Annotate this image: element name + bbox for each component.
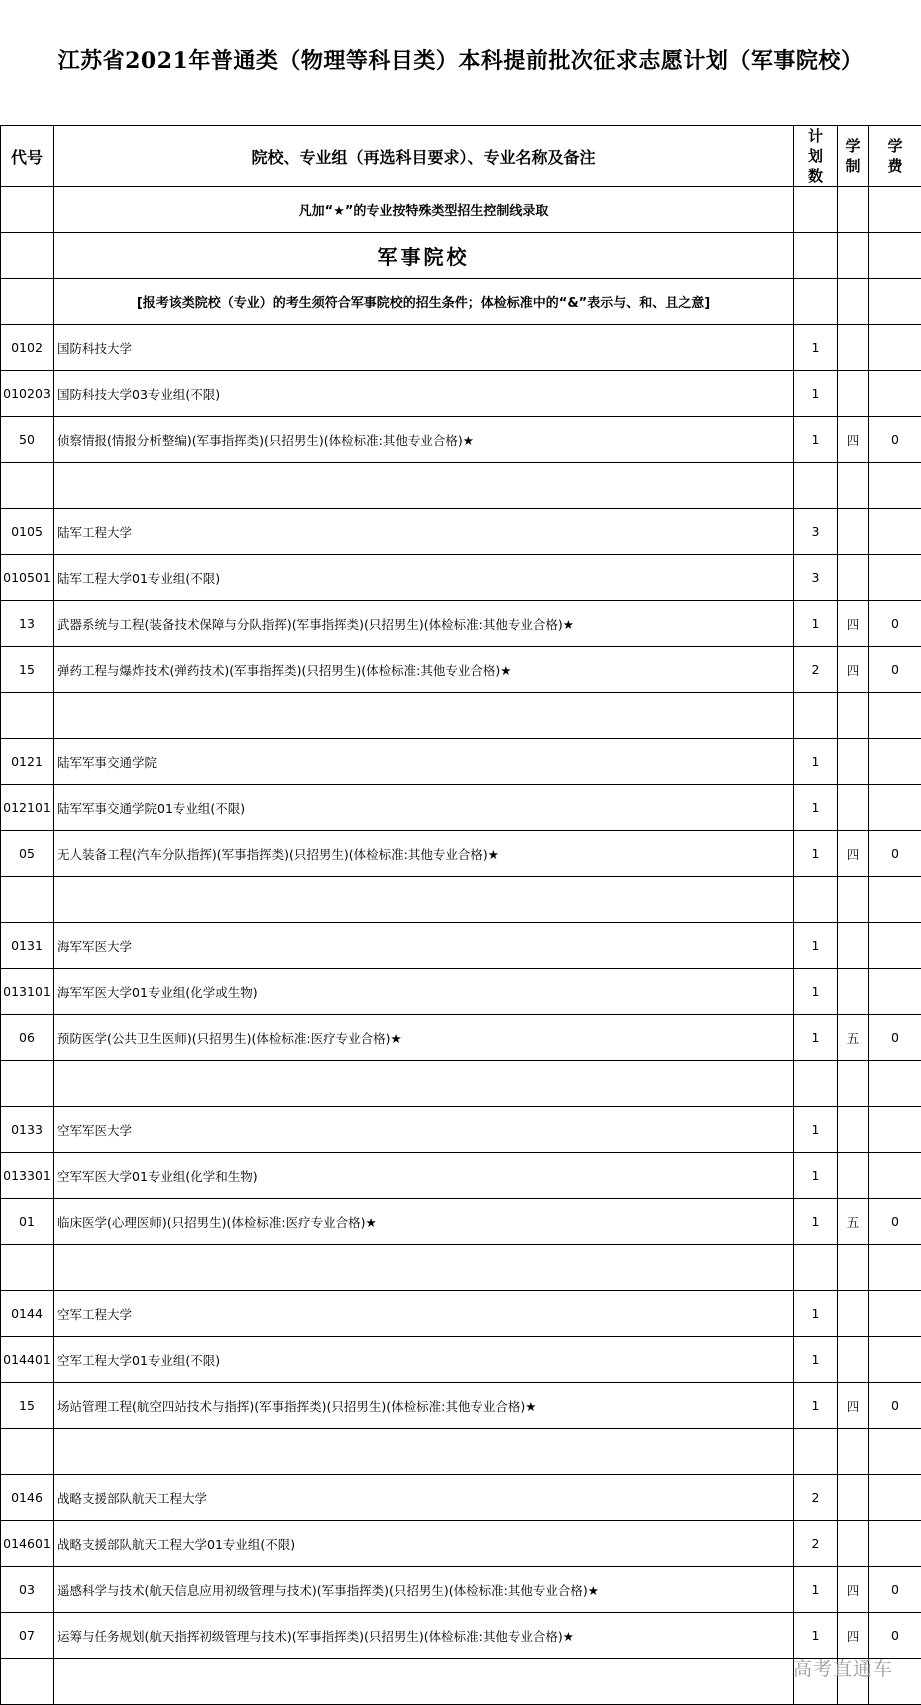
cell-plan: 3 [794, 509, 838, 555]
cell-duration: 四 [838, 831, 869, 877]
cell-plan: 1 [794, 785, 838, 831]
cell-plan: 1 [794, 923, 838, 969]
cell-plan: 1 [794, 1337, 838, 1383]
cell-plan: 1 [794, 1383, 838, 1429]
cell-fee [869, 1521, 921, 1567]
header-plan: 计 划 数 [794, 126, 838, 187]
cell-duration: 四 [838, 1613, 869, 1659]
cell-plan [794, 1245, 838, 1291]
cell-code [1, 1245, 54, 1291]
cell-plan: 1 [794, 831, 838, 877]
cell-fee [869, 693, 921, 739]
cell-name [54, 877, 794, 923]
cell-name: 战略支援部队航天工程大学01专业组(不限) [54, 1521, 794, 1567]
cell-duration [838, 325, 869, 371]
cell-name: 空军工程大学01专业组(不限) [54, 1337, 794, 1383]
cell-fee [869, 739, 921, 785]
cell-code: 15 [1, 647, 54, 693]
cell-fee: 0 [869, 647, 921, 693]
cell-fee [869, 509, 921, 555]
cell-plan [794, 1061, 838, 1107]
cell-name: 陆军工程大学01专业组(不限) [54, 555, 794, 601]
cell-name [54, 463, 794, 509]
requirement-row [1, 279, 921, 325]
table-row [1, 1613, 921, 1659]
cell-name [54, 1245, 794, 1291]
cell-code: 010203 [1, 371, 54, 417]
table-row [1, 1199, 921, 1245]
cell-code: 014601 [1, 1521, 54, 1567]
cell-fee [869, 1245, 921, 1291]
cell-plan [794, 877, 838, 923]
cell-duration: 四 [838, 417, 869, 463]
table-row [1, 601, 921, 647]
cell-name: 海军军医大学01专业组(化学或生物) [54, 969, 794, 1015]
cell-fee [869, 463, 921, 509]
cell-code [1, 693, 54, 739]
cell-duration [838, 1429, 869, 1475]
table-row [1, 1061, 921, 1107]
cell-fee [869, 923, 921, 969]
cell-fee [869, 1291, 921, 1337]
cell-plan: 2 [794, 647, 838, 693]
cell-name: 国防科技大学03专业组(不限) [54, 371, 794, 417]
cell-code: 0133 [1, 1107, 54, 1153]
cell-fee [869, 1107, 921, 1153]
cell-code: 0102 [1, 325, 54, 371]
cell-name: 临床医学(心理医师)(只招男生)(体检标准:医疗专业合格)★ [54, 1199, 794, 1245]
cell-plan: 1 [794, 1107, 838, 1153]
cell-code: 07 [1, 1613, 54, 1659]
cell-duration [838, 877, 869, 923]
page-title: 江苏省2021年普通类（物理等科目类）本科提前批次征求志愿计划（军事院校） [57, 48, 864, 74]
cell-code: 0146 [1, 1475, 54, 1521]
header-fee: 学 费 [869, 126, 921, 187]
cell-name: 海军军医大学 [54, 923, 794, 969]
cell-name: 陆军军事交通学院01专业组(不限) [54, 785, 794, 831]
cell-code: 0105 [1, 509, 54, 555]
star-note: 凡加“★”的专业按特殊类型招生控制线录取 [54, 187, 794, 233]
cell-duration [838, 1153, 869, 1199]
cell-fee: 0 [869, 1015, 921, 1061]
cell-plan: 1 [794, 325, 838, 371]
cell-code [1, 1659, 54, 1705]
cell-plan: 1 [794, 1291, 838, 1337]
cell-code [1, 877, 54, 923]
cell-name: 陆军军事交通学院 [54, 739, 794, 785]
watermark: 高考直通车 [792, 1658, 893, 1680]
table-row [1, 1429, 921, 1475]
cell-name: 空军军医大学01专业组(化学和生物) [54, 1153, 794, 1199]
cell-code [1, 1061, 54, 1107]
cell-duration [838, 463, 869, 509]
table-row [1, 1015, 921, 1061]
table-row [1, 647, 921, 693]
table-row [1, 509, 921, 555]
cell-duration [838, 509, 869, 555]
cell-fee [869, 371, 921, 417]
table-row [1, 923, 921, 969]
cell-fee [869, 555, 921, 601]
cell-plan: 1 [794, 371, 838, 417]
cell-duration [838, 1061, 869, 1107]
cell-duration [838, 1291, 869, 1337]
cell-code [1, 1429, 54, 1475]
table-row [1, 1521, 921, 1567]
cell-duration [838, 739, 869, 785]
cell-name: 国防科技大学 [54, 325, 794, 371]
cell-plan [794, 463, 838, 509]
cell-duration [838, 555, 869, 601]
note-row [1, 187, 921, 233]
table-row [1, 555, 921, 601]
cell-duration [838, 1475, 869, 1521]
cell-name: 场站管理工程(航空四站技术与指挥)(军事指挥类)(只招男生)(体检标准:其他专业合格)★ [54, 1383, 794, 1429]
plan-table [0, 125, 921, 1705]
cell-name [54, 1429, 794, 1475]
cell-code: 01 [1, 1199, 54, 1245]
cell-name: 武器系统与工程(装备技术保障与分队指挥)(军事指挥类)(只招男生)(体检标准:其他专业合格)★ [54, 601, 794, 647]
cell-code: 010501 [1, 555, 54, 601]
cell-plan: 1 [794, 1199, 838, 1245]
table-header-row [1, 126, 921, 187]
cell-plan: 2 [794, 1521, 838, 1567]
cell-name [54, 1061, 794, 1107]
cell-name: 遥感科学与技术(航天信息应用初级管理与技术)(军事指挥类)(只招男生)(体检标准:其他专业合格)★ [54, 1567, 794, 1613]
table-row [1, 1291, 921, 1337]
header-code: 代号 [1, 126, 54, 187]
cell-fee [869, 877, 921, 923]
cell-code [1, 463, 54, 509]
cell-name [54, 693, 794, 739]
cell-duration [838, 1107, 869, 1153]
table-row [1, 1107, 921, 1153]
cell-duration [838, 785, 869, 831]
cell-plan: 1 [794, 1153, 838, 1199]
cell-name: 弹药工程与爆炸技术(弹药技术)(军事指挥类)(只招男生)(体检标准:其他专业合格)★ [54, 647, 794, 693]
cell-code: 0121 [1, 739, 54, 785]
cell-code: 012101 [1, 785, 54, 831]
cell-code: 06 [1, 1015, 54, 1061]
cell-name: 空军工程大学 [54, 1291, 794, 1337]
table-row [1, 969, 921, 1015]
cell-duration [838, 693, 869, 739]
cell-fee [869, 1337, 921, 1383]
cell-plan: 1 [794, 1015, 838, 1061]
cell-code: 013101 [1, 969, 54, 1015]
table-row [1, 739, 921, 785]
cell-fee [869, 785, 921, 831]
table-row [1, 371, 921, 417]
cell-duration [838, 1521, 869, 1567]
cell-plan: 1 [794, 417, 838, 463]
cell-name: 战略支援部队航天工程大学 [54, 1475, 794, 1521]
cell-duration: 五 [838, 1199, 869, 1245]
cell-duration: 四 [838, 601, 869, 647]
cell-name: 空军军医大学 [54, 1107, 794, 1153]
cell-plan: 1 [794, 1613, 838, 1659]
table-row [1, 785, 921, 831]
cell-plan: 1 [794, 1567, 838, 1613]
cell-code: 0144 [1, 1291, 54, 1337]
table-row [1, 831, 921, 877]
cell-code: 05 [1, 831, 54, 877]
cell-duration [838, 923, 869, 969]
table-row [1, 1153, 921, 1199]
cell-name: 运筹与任务规划(航天指挥初级管理与技术)(军事指挥类)(只招男生)(体检标准:其他专业合格)★ [54, 1613, 794, 1659]
cell-fee [869, 1475, 921, 1521]
cell-duration [838, 1337, 869, 1383]
table-row [1, 1659, 921, 1705]
cell-duration [838, 969, 869, 1015]
cell-fee: 0 [869, 1567, 921, 1613]
cell-name: 陆军工程大学 [54, 509, 794, 555]
table-row [1, 1245, 921, 1291]
cell-name: 侦察情报(情报分析整编)(军事指挥类)(只招男生)(体检标准:其他专业合格)★ [54, 417, 794, 463]
cell-code: 0131 [1, 923, 54, 969]
cell-duration: 五 [838, 1015, 869, 1061]
cell-duration [838, 371, 869, 417]
cell-code: 13 [1, 601, 54, 647]
table-row [1, 1475, 921, 1521]
cell-duration [838, 1245, 869, 1291]
section-row [1, 233, 921, 279]
cell-name: 预防医学(公共卫生医师)(只招男生)(体检标准:医疗专业合格)★ [54, 1015, 794, 1061]
cell-fee [869, 969, 921, 1015]
cell-fee [869, 1429, 921, 1475]
cell-code: 15 [1, 1383, 54, 1429]
cell-plan: 2 [794, 1475, 838, 1521]
header-duration: 学 制 [838, 126, 869, 187]
cell-fee [869, 325, 921, 371]
header-name: 院校、专业组（再选科目要求）、专业名称及备注 [54, 126, 794, 187]
cell-code: 50 [1, 417, 54, 463]
requirement-note: [报考该类院校（专业）的考生须符合军事院校的招生条件；体检标准中的“&”表示与、和、且之意] [54, 279, 794, 325]
cell-plan: 1 [794, 969, 838, 1015]
cell-code: 03 [1, 1567, 54, 1613]
cell-duration: 四 [838, 1567, 869, 1613]
table-row [1, 1383, 921, 1429]
table-row [1, 325, 921, 371]
table-row [1, 693, 921, 739]
cell-fee: 0 [869, 831, 921, 877]
cell-fee: 0 [869, 1383, 921, 1429]
cell-fee: 0 [869, 1199, 921, 1245]
cell-name [54, 1659, 794, 1705]
cell-name: 无人装备工程(汽车分队指挥)(军事指挥类)(只招男生)(体检标准:其他专业合格)★ [54, 831, 794, 877]
table-row [1, 1567, 921, 1613]
cell-duration: 四 [838, 1383, 869, 1429]
table-row [1, 1337, 921, 1383]
cell-plan: 1 [794, 601, 838, 647]
cell-fee [869, 1061, 921, 1107]
cell-fee: 0 [869, 601, 921, 647]
cell-fee: 0 [869, 1613, 921, 1659]
cell-plan [794, 693, 838, 739]
table-row [1, 417, 921, 463]
cell-plan: 1 [794, 739, 838, 785]
cell-plan [794, 1429, 838, 1475]
table-row [1, 463, 921, 509]
cell-fee: 0 [869, 417, 921, 463]
cell-code: 014401 [1, 1337, 54, 1383]
table-row [1, 877, 921, 923]
section-title: 军事院校 [54, 233, 794, 279]
cell-code: 013301 [1, 1153, 54, 1199]
cell-duration: 四 [838, 647, 869, 693]
cell-plan: 3 [794, 555, 838, 601]
cell-fee [869, 1153, 921, 1199]
